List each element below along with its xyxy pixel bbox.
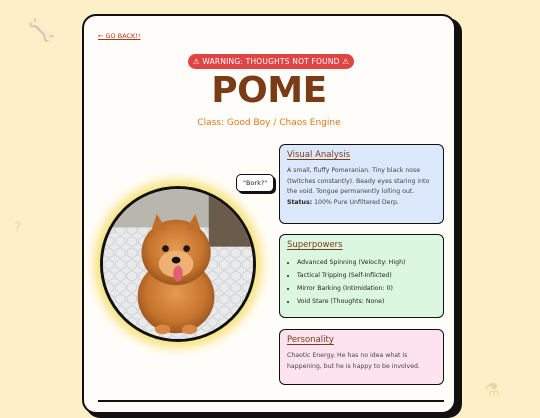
divider <box>98 400 444 402</box>
list-item: • Void Stare (Thoughts: None) <box>297 295 436 308</box>
dog-photo-frame <box>100 186 256 342</box>
personality-panel <box>279 329 444 385</box>
superpowers-heading: Superpowers <box>287 240 343 250</box>
list-item: • Advanced Spinning (Velocity: High) <box>297 256 436 269</box>
visual-analysis-panel <box>279 144 444 224</box>
list-item: • Mirror Barking (Intimidation: 0) <box>297 282 436 295</box>
status-label: Status: <box>287 198 313 206</box>
visual-analysis-text: A small, fluffy Pomeranian. Tiny black nose (twitches constantly). Beady eyes staring into the void. Tongue permanently lolling out. Status: 100% Pure Unfiltered Derp. <box>287 167 430 206</box>
pomeranian-photo <box>100 186 256 342</box>
personality-text: Chaotic Energy. He has no idea what is happening, but he is happy to be involved. <box>287 352 420 370</box>
visual-analysis-heading: Visual Analysis <box>287 150 351 160</box>
superpowers-list <box>287 256 436 308</box>
page-title: POME <box>211 70 327 111</box>
superpowers-panel <box>279 234 444 318</box>
bottle-doodle-icon: ⚗ <box>484 380 501 401</box>
speech-bubble: "Bork?" <box>236 174 274 192</box>
question-doodle-icon: ? <box>14 220 22 236</box>
page-subtitle: Class: Good Boy / Chaos Engine <box>197 118 341 128</box>
go-back-link[interactable]: ← GO BACK!! <box>98 32 141 40</box>
personality-heading: Personality <box>287 335 334 345</box>
list-item: • Tactical Tripping (Self-Inflicted) <box>297 269 436 282</box>
warning-badge: ⚠ WARNING: THOUGHTS NOT FOUND ⚠ <box>188 54 354 69</box>
status-value: 100% Pure Unfiltered Derp. <box>312 198 399 206</box>
bone-doodle-icon: 🦴 <box>28 18 56 43</box>
profile-card <box>82 14 456 414</box>
